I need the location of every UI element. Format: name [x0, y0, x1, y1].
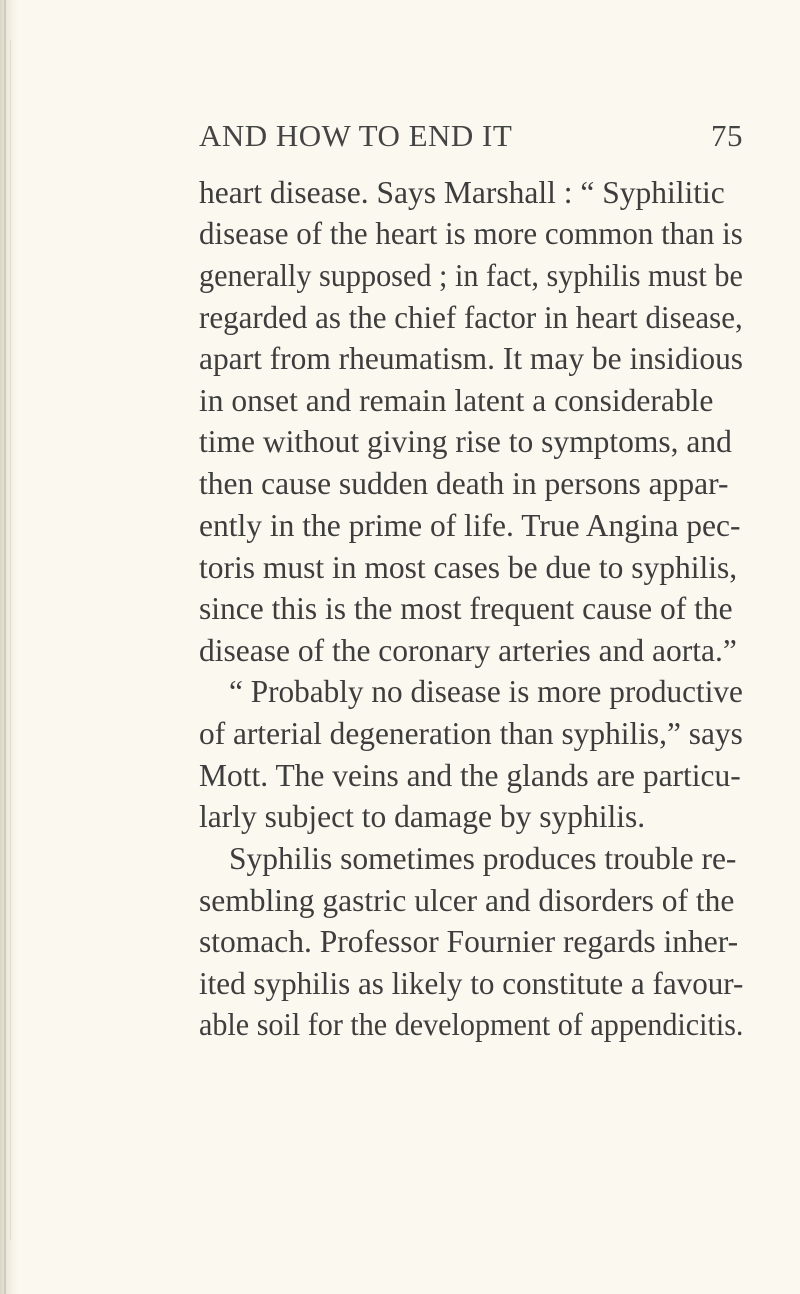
text-line: time without giving rise to symptoms, and — [199, 424, 732, 459]
page-binding-edge — [0, 0, 18, 1294]
text-line: ently in the prime of life. True Angina pec- — [199, 508, 741, 543]
text-line: stomach. Professor Fournier regards inher- — [199, 924, 739, 959]
binding-line-inner — [10, 40, 11, 1240]
text-line: in onset and remain latent a considerable — [199, 383, 714, 418]
text-line: since this is the most frequent cause of the — [199, 591, 733, 626]
running-title: AND HOW TO END IT — [199, 118, 513, 153]
text-line: able soil for the development of appendicitis. — [199, 1007, 744, 1042]
text-line: regarded as the chief factor in heart disease, — [199, 300, 743, 335]
text-line: larly subject to damage by syphilis. — [199, 799, 646, 834]
text-line: apart from rheumatism. It may be insidious — [199, 341, 744, 376]
binding-line — [4, 0, 6, 1294]
page-number: 75 — [711, 118, 743, 153]
text-line: disease of the heart is more common than is — [199, 216, 743, 251]
text-line: disease of the coronary arteries and aorta.” — [199, 633, 737, 668]
text-line: Mott. The veins and the glands are particu- — [199, 758, 741, 793]
text-line: sembling gastric ulcer and disorders of the — [199, 883, 735, 918]
text-line: generally supposed ; in fact, syphilis must be — [199, 258, 743, 293]
running-header — [199, 118, 743, 162]
text-line: toris must in most cases be due to syphilis, — [199, 550, 738, 585]
text-line: heart disease. Says Marshall : “ Syphilitic — [199, 175, 725, 210]
text-line: of arterial degeneration than syphilis,” says — [199, 716, 743, 751]
text-line: then cause sudden death in persons appar- — [199, 466, 729, 501]
text-line: “ Probably no disease is more productive — [229, 674, 743, 709]
text-line: Syphilis sometimes produces trouble re- — [229, 841, 737, 876]
text-line: ited syphilis as likely to constitute a favour- — [199, 966, 744, 1001]
